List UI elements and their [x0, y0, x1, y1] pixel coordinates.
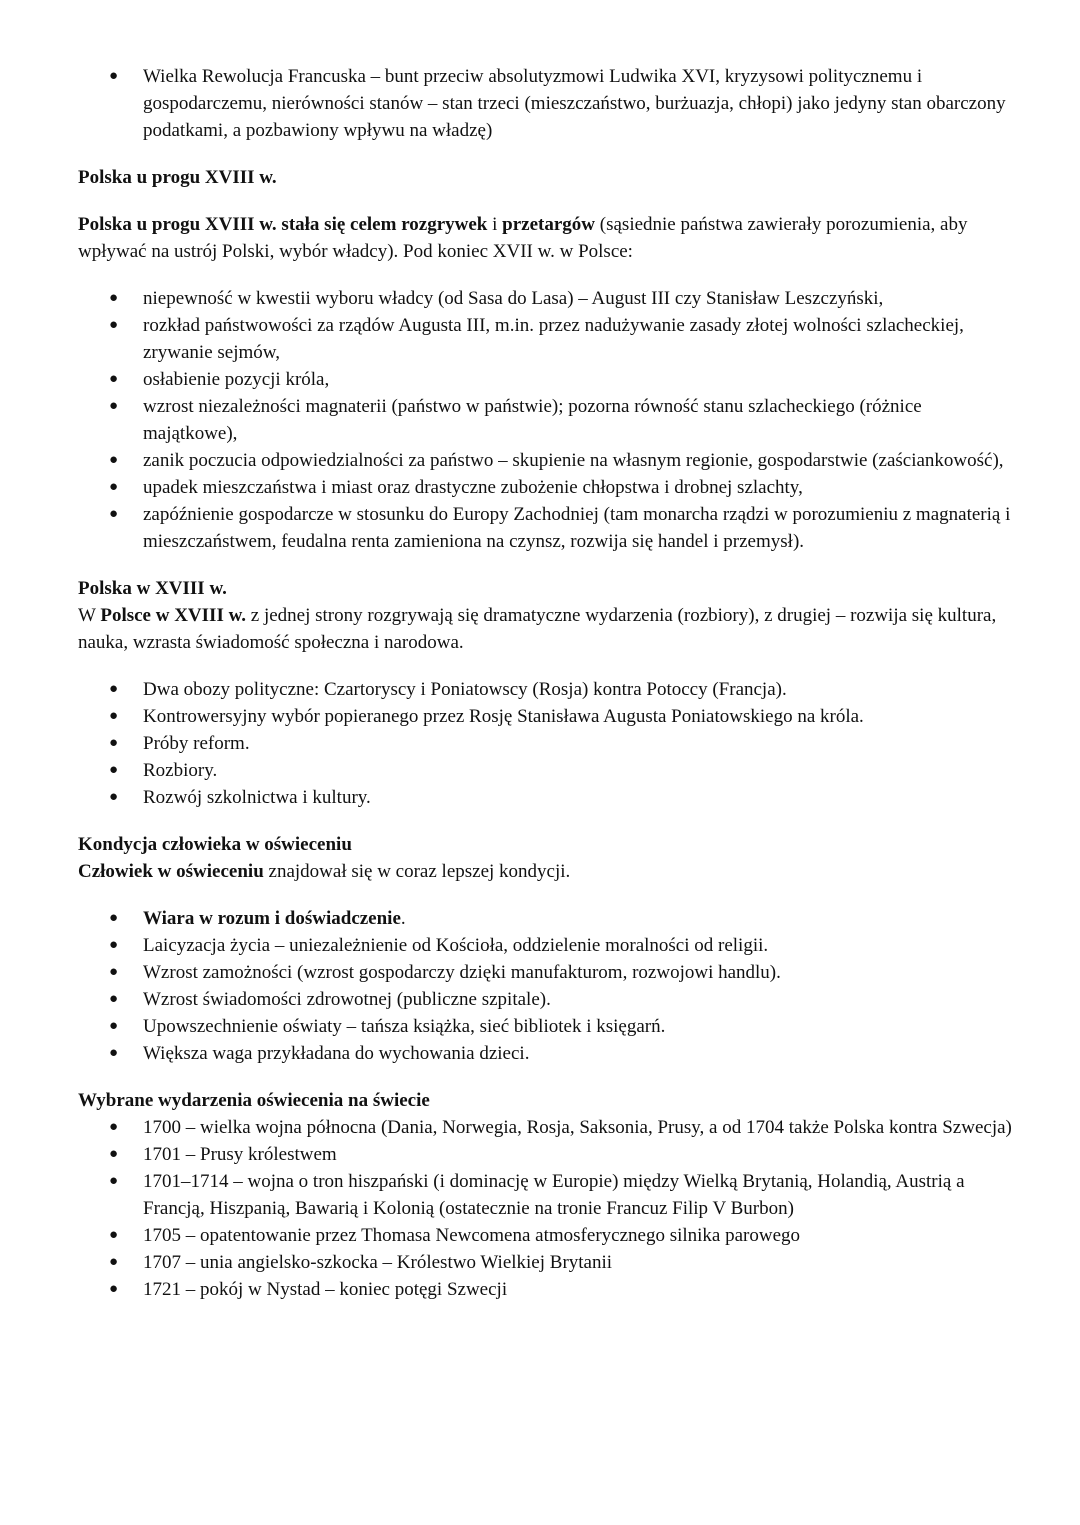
list-item	[109, 63, 1020, 144]
section-heading-poland-18th: Polska w XVIII w.	[78, 578, 227, 599]
bold-phrase: Wiara w rozum i doświadczenie	[143, 908, 401, 929]
bullet-icon: ●	[109, 1018, 119, 1034]
list-item	[109, 1141, 1020, 1168]
list-item-text: 1700 – wielka wojna północna (Dania, Norwegia, Rosja, Saksonia, Prusy, a od 1704 także Polska kontra Szwecja)	[143, 1117, 1012, 1138]
bullet-icon: ●	[109, 708, 119, 724]
bullet-icon: ●	[109, 964, 119, 980]
bold-phrase: Polska u progu XVIII w. stała się celem rozgrywek	[78, 214, 488, 235]
list-item-text: Dwa obozy polityczne: Czartoryscy i Poniatowscy (Rosja) kontra Potoccy (Francja).	[143, 679, 787, 700]
list-item	[109, 1168, 1020, 1222]
text-span: znajdował się w coraz lepszej kondycji.	[263, 861, 571, 882]
text-span: W	[78, 605, 101, 626]
bullet-icon: ●	[109, 991, 119, 1007]
bullet-icon: ●	[109, 68, 119, 84]
human-condition-list	[78, 905, 1020, 1067]
list-item	[109, 393, 1020, 447]
list-item-text: Wzrost świadomości zdrowotnej (publiczne szpitale).	[143, 989, 551, 1010]
text-span: i	[487, 214, 503, 235]
list-item	[109, 1276, 1020, 1303]
list-item	[109, 1040, 1020, 1067]
list-item-text: Kontrowersyjny wybór popieranego przez Rosję Stanisława Augusta Poniatowskiego na króla.	[143, 706, 864, 727]
list-item	[109, 1013, 1020, 1040]
list-item-text: 1707 – unia angielsko-szkocka – Królestwo Wielkiej Brytanii	[143, 1252, 613, 1273]
bullet-icon: ●	[109, 789, 119, 805]
list-item-text: 1701–1714 – wojna o tron hiszpański (i dominację w Europie) między Wielką Brytanią, Holandią, Austrią a Francją, Hiszpanią, Bawarią i Kolonią (ostatecznie na tronie Francuz Filip V Burbon)	[143, 1171, 965, 1219]
list-item	[109, 986, 1020, 1013]
bold-phrase: Polsce w XVIII w.	[100, 605, 247, 626]
list-item-text: Rozbiory.	[143, 760, 218, 781]
list-item	[109, 757, 1020, 784]
text-span: (sąsiednie państwa zawierały porozumienia, aby wpływać na ustrój Polski, wybór władcy). Pod koniec XVII w. w Polsce:	[78, 214, 968, 262]
list-item	[109, 703, 1020, 730]
world-events-list	[78, 1114, 1020, 1303]
list-item	[109, 959, 1020, 986]
list-item	[109, 501, 1020, 555]
bullet-icon: ●	[109, 1227, 119, 1243]
bullet-icon: ●	[109, 1119, 119, 1135]
list-item-text: Większa waga przykładana do wychowania dzieci.	[143, 1043, 530, 1064]
bullet-icon: ●	[109, 681, 119, 697]
list-item-text: 1705 – opatentowanie przez Thomasa Newcomena atmosferycznego silnika parowego	[143, 1225, 801, 1246]
bullet-icon: ●	[109, 452, 119, 468]
section-heading-world-events: Wybrane wydarzenia oświecenia na świecie	[78, 1090, 430, 1111]
list-item	[109, 1222, 1020, 1249]
list-item-text: 1701 – Prusy królestwem	[143, 1144, 337, 1165]
list-item-text: Wzrost zamożności (wzrost gospodarczy dzięki manufakturom, rozwojowi handlu).	[143, 962, 781, 983]
poland-threshold-list	[78, 285, 1020, 555]
list-item-text: wzrost niezależności magnaterii (państwo w państwie); pozorna równość stanu szlacheckiego (różnice majątkowe),	[143, 396, 922, 444]
bullet-icon: ●	[109, 479, 119, 495]
bullet-icon: ●	[109, 1146, 119, 1162]
list-item-text: 1721 – pokój w Nystad – koniec potęgi Szwecji	[143, 1279, 508, 1300]
list-item-text: niepewność w kwestii wyboru władcy (od Sasa do Lasa) – August III czy Stanisław Leszczyński,	[143, 288, 884, 309]
list-item-text: Laicyzacja życia – uniezależnienie od Kościoła, oddzielenie moralności od religii.	[143, 935, 769, 956]
list-item-text: Wielka Rewolucja Francuska – bunt przeciw absolutyzmowi Ludwika XVI, kryzysowi politycznemu i gospodarczemu, nierówności stanów – stan trzeci (mieszczaństwo, burżuazja, chłopi) jako jedyny stan obarczony podatkami, a pozbawiony wpływu na władzę)	[143, 66, 1006, 141]
bullet-icon: ●	[109, 506, 119, 522]
list-item	[109, 366, 1020, 393]
bullet-icon: ●	[109, 317, 119, 333]
section-heading-human-condition: Kondycja człowieka w oświeceniu	[78, 834, 352, 855]
list-item-text: Rozwój szkolnictwa i kultury.	[143, 787, 371, 808]
bold-phrase: przetargów	[502, 214, 596, 235]
list-item	[109, 447, 1020, 474]
bullet-icon: ●	[109, 1281, 119, 1297]
list-item	[109, 474, 1020, 501]
bullet-icon: ●	[109, 290, 119, 306]
list-item	[109, 905, 1020, 932]
intro-list	[78, 63, 1020, 144]
list-item-text: osłabienie pozycji króla,	[143, 369, 330, 390]
list-item	[109, 784, 1020, 811]
bullet-icon: ●	[109, 398, 119, 414]
bullet-icon: ●	[109, 937, 119, 953]
list-item-text: rozkład państwowości za rządów Augusta III, m.in. przez nadużywanie zasady złotej wolności szlacheckiej, zrywanie sejmów,	[143, 315, 964, 363]
section-paragraph-poland-threshold	[78, 211, 1020, 265]
list-item-text: Upowszechnienie oświaty – tańsza książka, sieć bibliotek i księgarń.	[143, 1016, 666, 1037]
bullet-icon: ●	[109, 762, 119, 778]
list-item	[109, 932, 1020, 959]
list-item	[109, 312, 1020, 366]
bullet-icon: ●	[109, 1045, 119, 1061]
list-item	[109, 1249, 1020, 1276]
section-heading-poland-threshold: Polska u progu XVIII w.	[78, 167, 277, 188]
bullet-icon: ●	[109, 1173, 119, 1189]
list-item-text: zapóźnienie gospodarcze w stosunku do Europy Zachodniej (tam monarcha rządzi w porozumieniu z magnaterią i mieszczaństwem, feudalna renta zamieniona na czynsz, rozwija się handel i przemysł).	[143, 504, 1011, 552]
list-item	[109, 1114, 1020, 1141]
bullet-icon: ●	[109, 1254, 119, 1270]
text-span: z jednej strony rozgrywają się dramatyczne wydarzenia (rozbiory), z drugiej – rozwija się kultura, nauka, wzrasta świadomość społeczna i narodowa.	[78, 605, 997, 653]
list-item	[109, 730, 1020, 757]
section-paragraph-poland-18th	[78, 602, 1020, 656]
list-item-text: zanik poczucia odpowiedzialności za państwo – skupienie na własnym regionie, gospodarstwie (zaściankowość),	[143, 450, 1004, 471]
bold-phrase: Człowiek w oświeceniu	[78, 861, 264, 882]
list-item	[109, 676, 1020, 703]
bullet-icon: ●	[109, 371, 119, 387]
text-span: .	[400, 908, 406, 929]
list-item-text: Próby reform.	[143, 733, 250, 754]
list-item-text: upadek mieszczaństwa i miast oraz drastyczne zubożenie chłopstwa i drobnej szlachty,	[143, 477, 803, 498]
bullet-icon: ●	[109, 735, 119, 751]
poland-18th-list	[78, 676, 1020, 811]
section-paragraph-human-condition	[78, 858, 1020, 885]
list-item	[109, 285, 1020, 312]
bullet-icon: ●	[109, 910, 119, 926]
